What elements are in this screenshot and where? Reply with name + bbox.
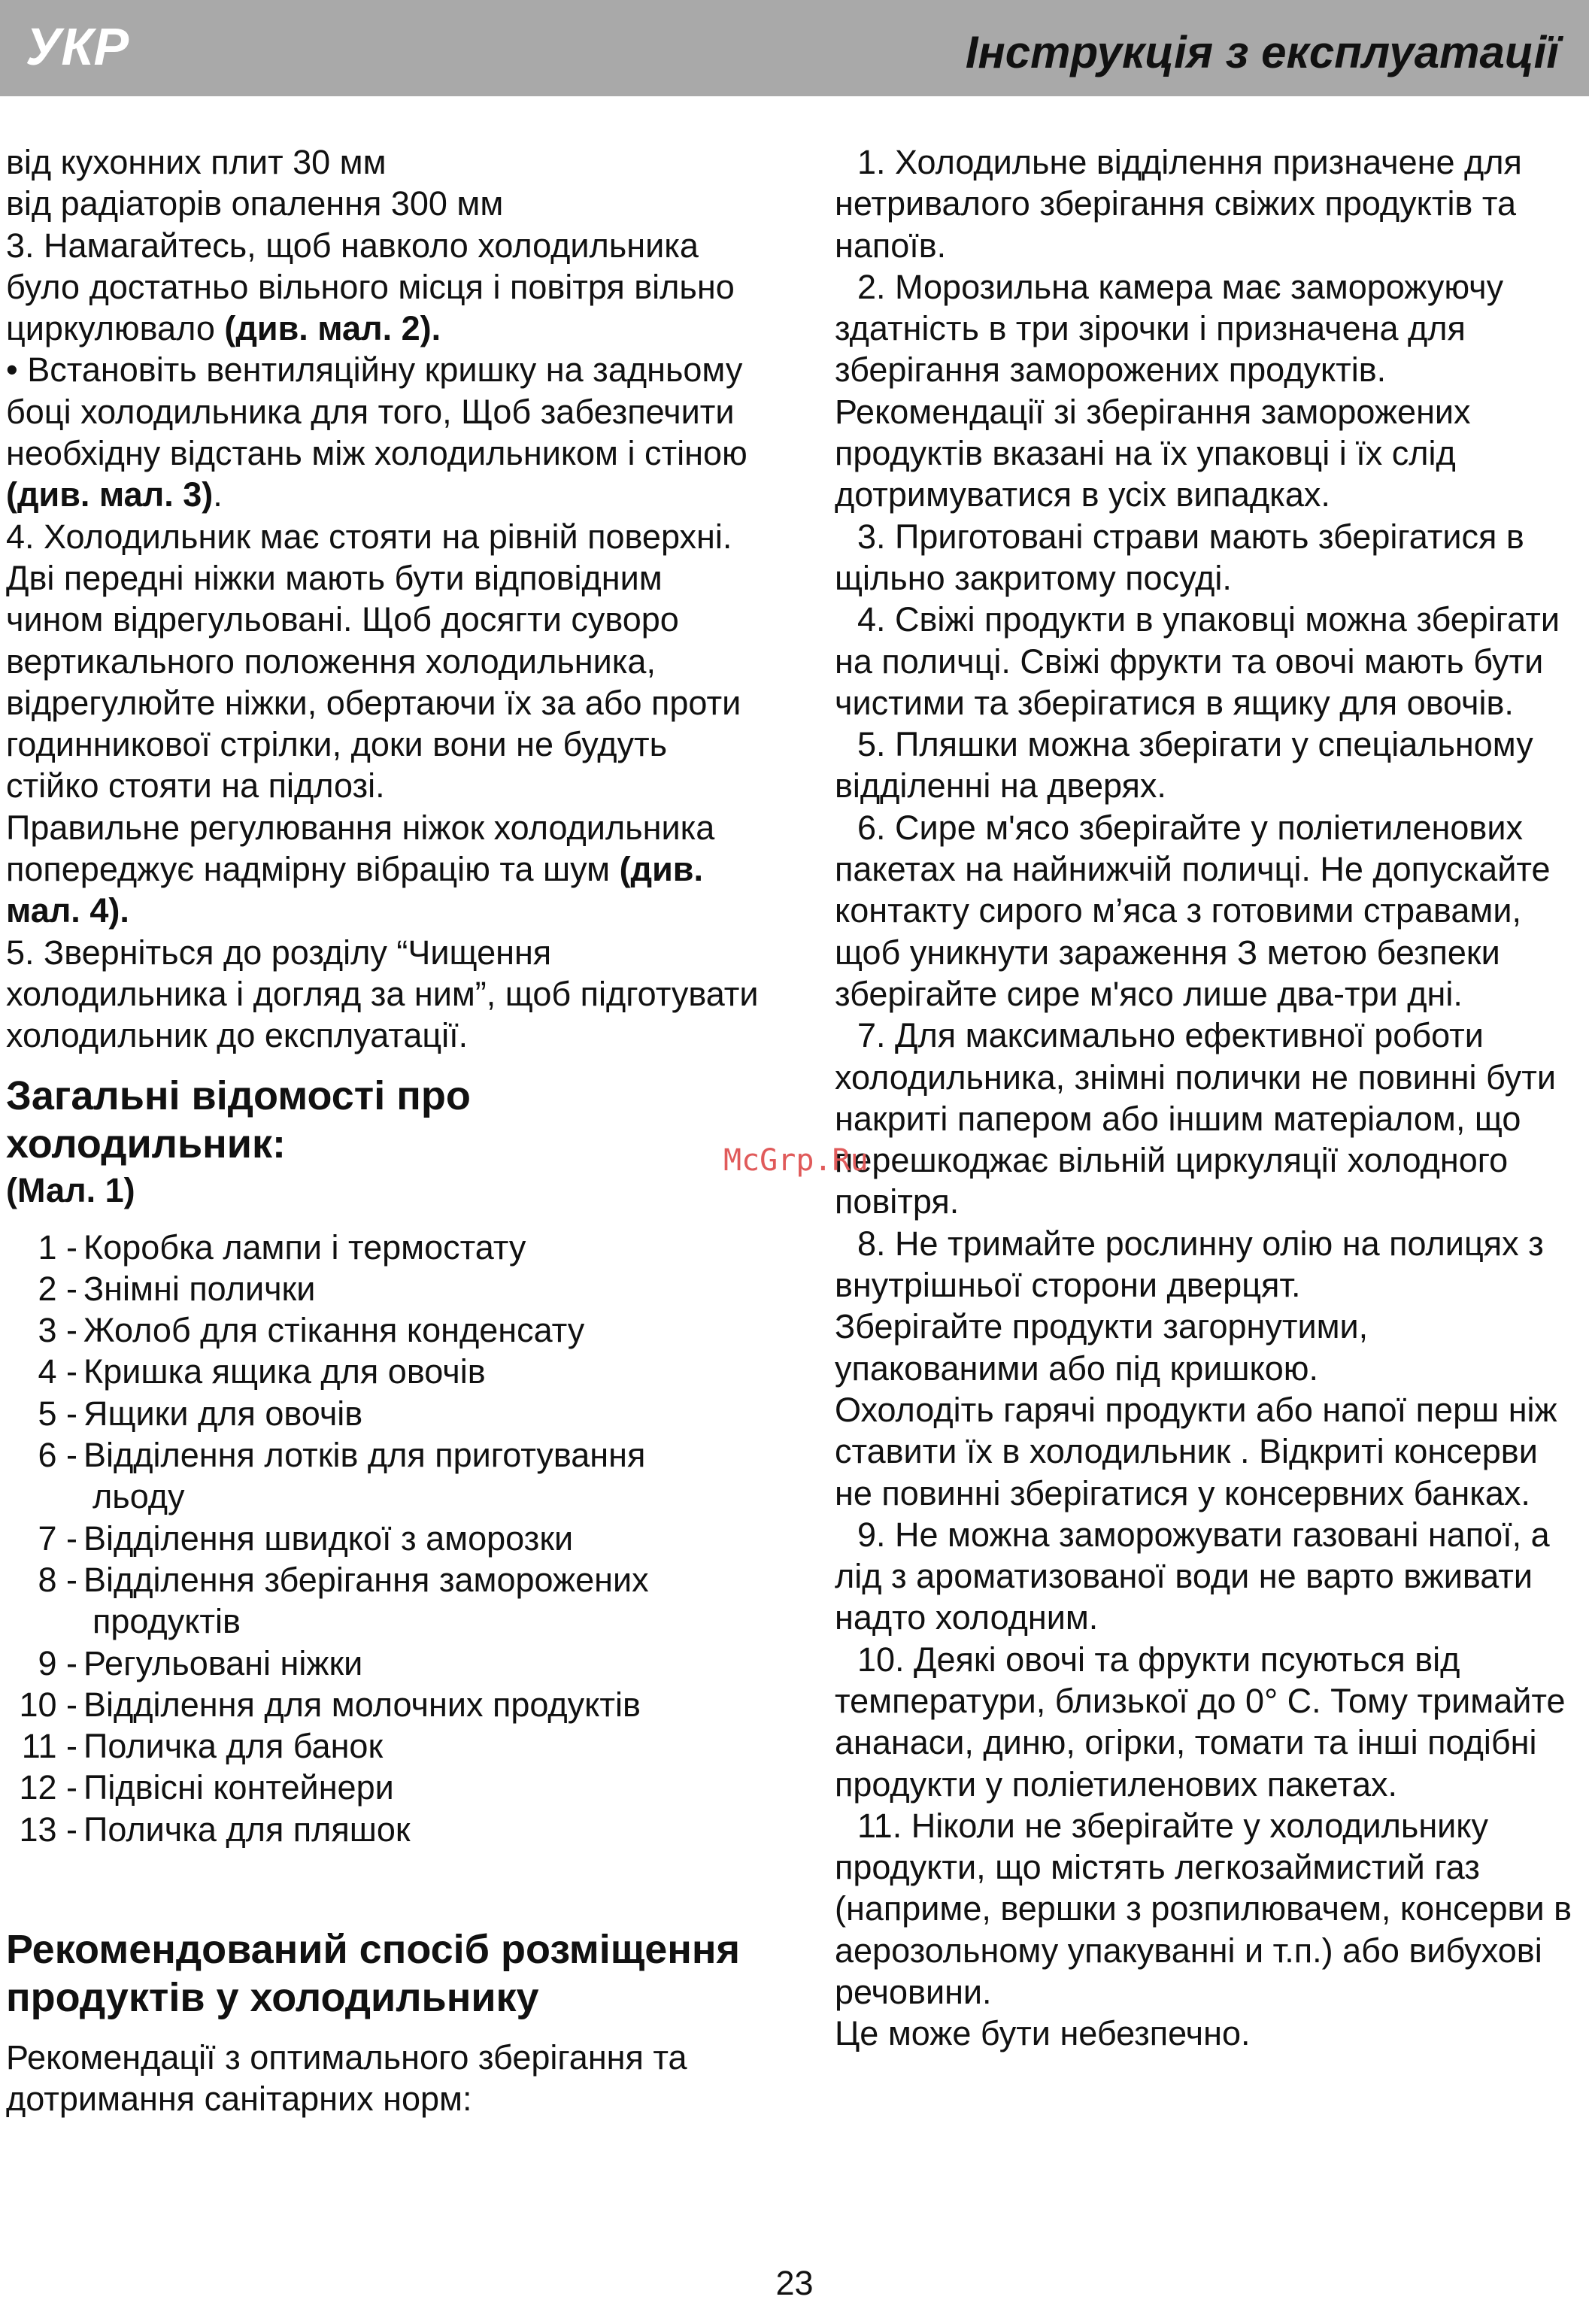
list-item-label: Відділення зберігання заморожених [83,1560,649,1599]
list-item-number: 2 - [38,1269,77,1308]
list-item-label: Відділення для молочних продуктів [83,1685,641,1724]
list-item-number: 5 - [38,1394,77,1433]
list-item-number: 3 - [38,1311,77,1350]
list-item-label: Поличка для банок [83,1727,384,1766]
list-item-label: Відділення лотків для приготування [83,1436,646,1475]
paragraph-3-text: 3. Намагайтесь, щоб навколо холодильника було достатньо вільного місця і повітря вільно циркулювало [6,226,735,348]
list-item-number: 9 - [38,1643,77,1682]
paragraph-3 [6,225,766,350]
recommendation-item: 4. Свіжі продукти в упаковці можна зберігати на поличці. Свіжі фрукти та овочі мають бути чистими та зберігатися в ящику для овочів. [835,600,1560,722]
section-subtitle: (Мал. 1) [6,1170,135,1209]
list-item-label: Поличка для пляшок [83,1810,411,1849]
paragraph-3b-text: • Встановіть вентиляційну кришку на задньому боці холодильника для того, Щоб забезпечити необхідну відстань між холодильником і стіною [6,350,747,473]
list-item-continuation: продуктів [92,1602,241,1641]
list-item [6,1684,766,1725]
list-item-label: Знімні полички [83,1269,316,1308]
figure-ref: (див. мал. 4). [6,850,703,930]
list-item-number: 10 - [19,1685,77,1724]
list-item-number: 6 - [38,1436,77,1475]
list-item [6,1434,766,1476]
recommendation-item: 1. Холодильне відділення призначене для нетривалого зберігання свіжих продуктів та напоїв. [835,143,1522,265]
figure-ref: (див. мал. 2). [224,309,441,348]
paragraph-4b-text: Правильне регулювання ніжок холодильника попереджує надмірну вібрацію та шум [6,808,715,889]
parts-list [6,1227,766,1850]
list-item-label: Кришка ящика для овочів [83,1352,486,1391]
recommendation-item: 7. Для максимально ефективної роботи холодильника, знімні полички не повинні бути накриті папером або іншим матеріалом, що перешкоджає вільній циркуляції холодного повітря. [835,1016,1557,1221]
list-item [6,1643,766,1684]
intro-line: від кухонних плит 30 мм [6,143,387,181]
recommendation-item: Рекомендації зі зберігання заморожених продуктів вказані на їх упаковці і їх слід дотримуватися в усіх випадках. [835,392,1471,514]
document-title: Інструкція з експлуатації [965,27,1559,77]
recommendation-item: 3. Приготовані страви мають зберігатися в щільно закритому посуді. [835,517,1524,597]
list-item-label: Підвісні контейнери [83,1768,394,1807]
recommendation-item: 11. Ніколи не зберігайте у холодильнику продукти, що містять легкозаймистий газ (наприме, вершки з розпилювачем, консерви в аерозольному упакуванні и т.п.) або вибухові речовини. [835,1806,1572,2012]
page-number: 23 [775,2264,814,2302]
recommendation-item: Охолодіть гарячі продукти або напої перш ніж ставити їх в холодильник . Відкриті консерви не повинні зберігатися у консервних банках. [835,1390,1557,1512]
recommendation-item: 2. Морозильна камера має заморожуючу здатність в три зірочки і призначена для зберігання заморожених продуктів. [835,267,1504,390]
list-item-label: Коробка лампи і термостату [83,1227,526,1267]
figure-ref: (див. мал. 3) [6,475,214,514]
list-item-number: 8 - [38,1560,77,1599]
list-item-number: 11 - [21,1727,77,1766]
list-item [6,1309,766,1351]
watermark: McGrp.Ru [723,1143,869,1178]
list-item [6,1767,766,1808]
recommendation-item: 6. Сире м'ясо зберігайте у поліетиленових пакетах на найнижчій поличці. Не допускайте контакту сирого м’яса з готовими стравами, щоб уникнути зараження З метою безпеки зберігайте сире м'ясо лише два-три дні. [835,808,1551,1013]
list-item-label: Регульовані ніжки [83,1643,363,1682]
list-item [6,1227,766,1268]
paragraph-3b [6,349,766,515]
language-label: УКР [26,17,129,76]
list-item-number: 4 - [38,1352,77,1391]
recommendation-item: 9. Не можна заморожувати газовані напої, а лід з ароматизованої води не варто вживати надто холодним. [835,1515,1550,1637]
paragraph-3b-tail: . [213,475,223,514]
section-intro: Рекомендації з оптимального зберігання та дотримання санітарних норм: [6,2037,687,2119]
list-item [6,1268,766,1309]
paragraph-4: 4. Холодильник має стояти на рівній поверхні. Дві передні ніжки мають бути відповідним чином відрегульовані. Щоб досягти суворо вертикального положення холодильника, відрегулюйте ніжки, обертаючи їх за або проти годинникової стрілки, доки вони не будуть стійко стояти на підлозі. [6,517,741,806]
list-item [6,1393,766,1434]
recommendation-item: 10. Деякі овочі та фрукти псуються від температури, близької до 0° С. Тому тримайте ананаси, диню, огірки, томати та інші подібні продукти у поліетиленових пакетах. [835,1640,1566,1804]
list-item [6,1559,766,1600]
recommendation-item: 8. Не тримайте рослинну олію на полицях з внутрішньої сторони дверцят. [835,1224,1544,1305]
list-item-number: 12 - [19,1768,77,1807]
recommendation-item: Це може бути небезпечно. [835,2014,1251,2053]
list-item-continuation: льоду [92,1477,185,1516]
right-column [835,141,1579,2055]
left-column [6,141,766,2120]
list-item [6,1809,766,1850]
list-item-label: Відділення швидкої з аморозки [83,1518,574,1558]
list-item [6,1351,766,1392]
list-item-number: 7 - [38,1518,77,1558]
list-item-label: Жолоб для стікання конденсату [83,1311,585,1350]
list-item-label: Ящики для овочів [83,1394,363,1433]
list-item [6,1725,766,1767]
list-item [6,1518,766,1559]
recommendation-item: Зберігайте продукти загорнутими, упакованими або під кришкою. [835,1307,1369,1388]
list-item-number: 1 - [38,1227,77,1267]
paragraph-5: 5. Зверніться до розділу “Чищення холодильника і догляд за ним”, щоб підготувати холодильник до експлуатації. [6,933,759,1055]
list-item-number: 13 - [19,1810,77,1849]
recommendation-item: 5. Пляшки можна зберігати у спеціальному відділенні на дверях. [835,725,1533,806]
section-title-recommended: Рекомендований спосіб розміщення продуктів у холодильнику [6,1926,741,2020]
section-title-general: Загальні відомості про холодильник: [6,1072,471,1167]
header-bar [0,0,1589,96]
intro-line: від радіаторів опалення 300 мм [6,184,504,223]
paragraph-4b [6,807,766,932]
